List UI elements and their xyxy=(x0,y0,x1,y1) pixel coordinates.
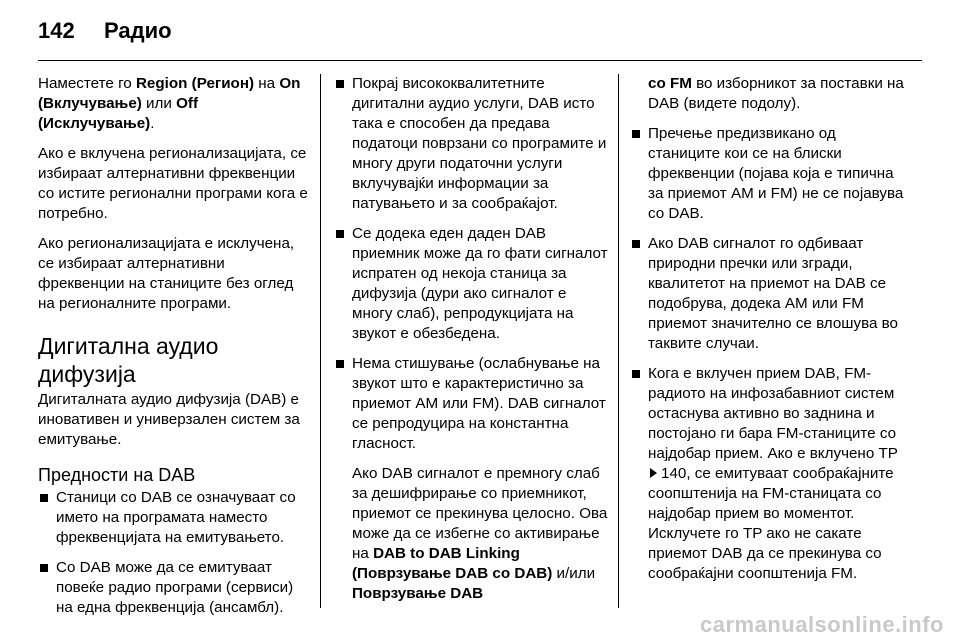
text: . xyxy=(150,115,155,132)
column-1 xyxy=(38,74,310,628)
text: Кога е вклучен прием DAB, FM-радиото на инфозабавниот систем остаснува активно во заднина и постојано ги бара FM-станиците со најдобар прием. Ако е вклучено TP xyxy=(648,365,898,462)
text: Наместете го xyxy=(38,75,136,92)
text: на xyxy=(254,75,280,92)
off-term: Off (Исклучување) xyxy=(38,95,199,132)
text: или xyxy=(141,95,177,112)
text: и/или xyxy=(552,565,596,582)
bullet-icon xyxy=(40,564,48,572)
text: во изборникот за поставки на DAB (видете подолу). xyxy=(648,75,904,112)
bullet-icon xyxy=(632,370,640,378)
list-item-text: Се додека еден даден DAB приемник може да го фати сигналот испратен од некоја станица за дифузија (дури ако сигналот е многу слаб), репродукцијата на звукот е обезбедена. xyxy=(352,225,608,342)
page-number: 142 xyxy=(38,18,75,43)
weak-signal-paragraph xyxy=(334,464,608,604)
bullet-icon xyxy=(632,240,640,248)
list-item xyxy=(334,74,608,214)
page-reference[interactable]: 140 xyxy=(661,465,687,482)
list-item-text: Пречење предизвикано од станиците кои се на блиски фреквенции (појава која е типична за приемот AM и FM) не се појавува со DAB. xyxy=(648,125,904,222)
dab-fm-linking-term: Поврзување DAB xyxy=(352,585,484,602)
fm-term: со FM xyxy=(648,75,692,92)
list-item-text: Со DAB може да се емитуваат повеќе радио програми (сервиси) на една фреквенција (ансамбл). xyxy=(56,559,294,616)
column-2 xyxy=(334,74,608,614)
on-term: On (Вклучување) xyxy=(38,75,301,112)
list-item-text: Ако DAB сигналот го одбиваат природни пречки или згради, квалитетот на приемот на DAB се подобрува, додека AM или FM приемот значително се влошува во таквите случаи. xyxy=(648,235,898,352)
bullet-icon xyxy=(632,130,640,138)
list-item-text: Станици со DAB се означуваат со името на програмата наместо фреквенцијата на емитувањето. xyxy=(56,489,296,546)
text: , се емитуваат сообраќајните соопштенија на FM-станицата со најдобар прием во моментот. Исклучете го TP ако не сакате приемот DAB да се прекинува со сообраќајни соопштенија FM. xyxy=(648,465,894,582)
watermark: carmanualsonline.info xyxy=(700,612,944,637)
text: Ако DAB сигналот е премногу слаб за дешифрирање со приемникот, приемот се прекинува целосно. Ова може да се избегне со активирање на xyxy=(352,465,608,562)
list-item xyxy=(630,124,912,224)
column-divider-2 xyxy=(618,74,619,608)
region-paragraph xyxy=(38,74,310,134)
dab-linking-term: DAB to DAB Linking (Поврзување DAB со DAB) xyxy=(352,545,553,582)
linking-continuation xyxy=(630,74,912,114)
list-item-text: Покрај висококвалитетните дигитални аудио услуги, DAB исто така е способен да предава податоци поврзани со програмите и многу други податочни услуги вклучувајќи информации за патувањето и за сообраќајот. xyxy=(352,75,607,212)
list-item xyxy=(630,234,912,354)
list-item-text: Нема стишување (ослабнување на звукот што е карактеристично за приемот AM или FM). DAB сигналот се репродуцира на константна гласност. xyxy=(352,355,606,452)
bullet-icon xyxy=(336,230,344,238)
column-divider-1 xyxy=(320,74,321,608)
list-item xyxy=(334,224,608,344)
advantages-list-cont xyxy=(334,74,608,454)
advantages-list xyxy=(38,488,310,618)
regionalization-on-paragraph: Ако е вклучена регионализацијата, се избираат алтернативни фреквенции со истите регионални програми кога е потребно. xyxy=(38,145,308,222)
header-divider xyxy=(38,60,922,61)
bullet-icon xyxy=(336,80,344,88)
dab-heading: Дигитална аудио дифузија xyxy=(38,333,219,387)
dab-advantages-heading: Предности на DAB xyxy=(38,465,196,485)
bullet-icon xyxy=(336,360,344,368)
dab-intro-paragraph: Дигиталната аудио дифузија (DAB) е иновативен и универзален систем за емитување. xyxy=(38,391,300,448)
region-menu-term: Region (Регион) xyxy=(135,75,255,92)
bullet-icon xyxy=(40,494,48,502)
column-3 xyxy=(630,74,912,594)
advantages-list-cont-2 xyxy=(630,124,912,584)
list-item xyxy=(334,354,608,454)
list-item-text xyxy=(648,365,898,582)
page-reference-arrow-icon xyxy=(650,468,657,478)
regionalization-off-paragraph: Ако регионализацијата е исклучена, се избираат алтернативни фреквенции на станиците без оглед на регионалните програми. xyxy=(38,235,295,312)
list-item xyxy=(38,558,310,618)
page-header xyxy=(38,18,172,52)
section-title: Радио xyxy=(104,18,172,43)
list-item xyxy=(630,364,912,584)
list-item xyxy=(38,488,310,548)
